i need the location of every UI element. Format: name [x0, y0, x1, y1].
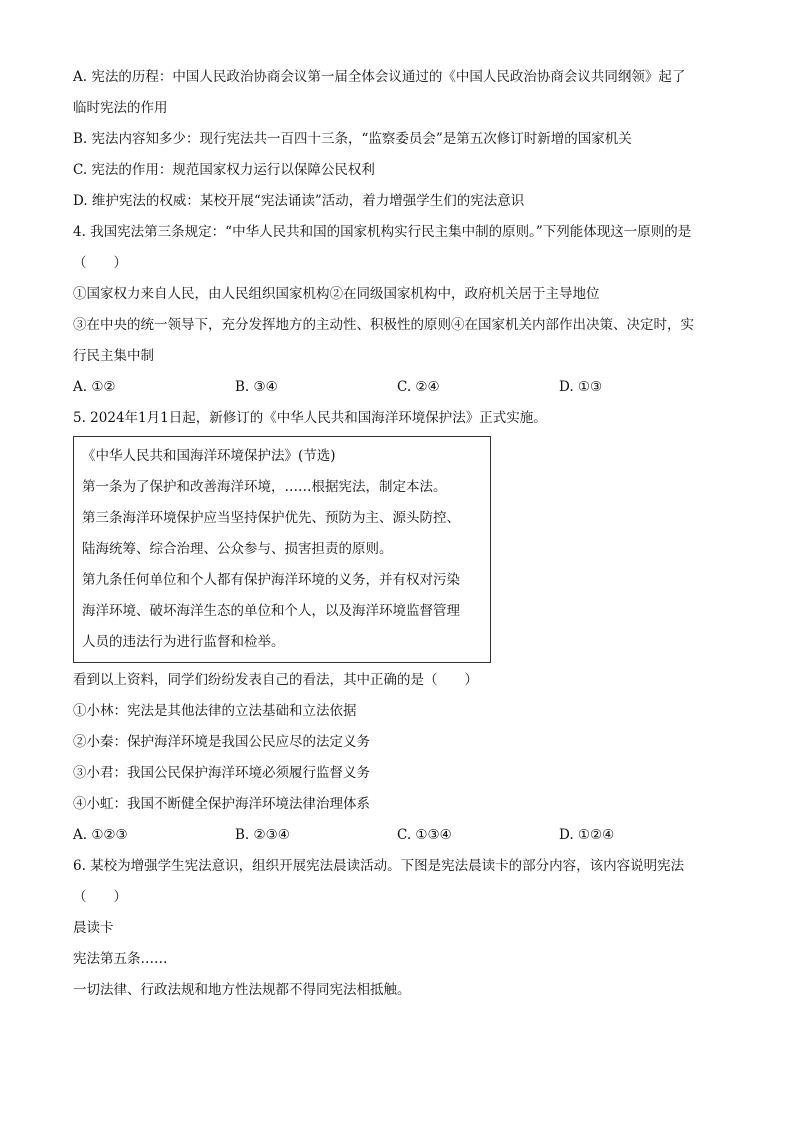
q4-option-d: D. ①③	[559, 379, 603, 395]
q5-question: 看到以上资料，同学们纷纷发表自己的看法，其中正确的是（ ）	[73, 672, 478, 688]
q6-stem-line2: （ ）	[73, 889, 127, 905]
q4-stem-line2: （ ）	[73, 255, 127, 271]
q3-option-a-line1: A. 宪法的历程：中国人民政治协商会议第一届全体会议通过的《中国人民政治协商会议共同纲领》起了	[73, 69, 686, 85]
q4-item-line2: ③在中央的统一领导下，充分发挥地方的主动性、积极性的原则④在国家机关内部作出决策、决定时，实	[73, 317, 694, 333]
reading-card-line2: 一切法律、行政法规和地方性法规都不得同宪法相抵触。	[73, 982, 411, 998]
q4-stem-line1: 4. 我国宪法第三条规定：“中华人民共和国的国家机构实行民主集中制的原则。”下列能体现这一原则的是	[73, 224, 692, 240]
q4-option-a: A. ①②	[73, 379, 116, 395]
q4-option-c: C. ②④	[397, 379, 440, 395]
law-excerpt-title: 《中华人民共和国海洋环境保护法》(节选)	[82, 448, 336, 464]
law-excerpt-line: 第九条任何单位和个人都有保护海洋环境的义务，并有权对污染	[82, 572, 460, 588]
exam-page	[73, 62, 723, 1006]
q5-option-b: B. ②③④	[235, 827, 290, 843]
q5-options	[73, 820, 723, 851]
q3-option-a-line2: 临时宪法的作用	[73, 100, 168, 116]
law-excerpt-line: 海洋环境、破坏海洋生态的单位和个人，以及海洋环境监督管理	[82, 603, 460, 619]
q5-item-3: ③小君：我国公民保护海洋环境必须履行监督义务	[73, 765, 370, 781]
q4-item-line3: 行民主集中制	[73, 348, 154, 364]
law-excerpt-box	[73, 436, 491, 663]
reading-card-title: 晨读卡	[73, 920, 114, 936]
q4-options	[73, 372, 723, 403]
q3-option-c: C. 宪法的作用：规范国家权力运行以保障公民权利	[73, 162, 375, 178]
law-excerpt-line: 人员的违法行为进行监督和检举。	[82, 634, 285, 650]
q6-stem-line1: 6. 某校为增强学生宪法意识，组织开展宪法晨读活动。下图是宪法晨读卡的部分内容，该内容说明宪法	[73, 858, 685, 874]
q4-option-b: B. ③④	[235, 379, 278, 395]
q4-item-line1: ①国家权力来自人民，由人民组织国家机构②在同级国家机构中，政府机关居于主导地位	[73, 286, 600, 302]
q3-option-d: D. 维护宪法的权威：某校开展“宪法诵读”活动，着力增强学生们的宪法意识	[73, 193, 525, 209]
q3-option-b: B. 宪法内容知多少：现行宪法共一百四十三条，“监察委员会”是第五次修订时新增的国家机关	[73, 131, 632, 147]
q5-item-4: ④小虹：我国不断健全保护海洋环境法律治理体系	[73, 796, 370, 812]
q5-item-1: ①小林：宪法是其他法律的立法基础和立法依据	[73, 703, 357, 719]
reading-card-line1: 宪法第五条……	[73, 951, 168, 967]
law-excerpt-line: 陆海统筹、综合治理、公众参与、损害担责的原则。	[82, 541, 393, 557]
q5-option-c: C. ①③④	[397, 827, 452, 843]
q5-option-a: A. ①②③	[73, 827, 128, 843]
q5-stem: 5. 2024年1月1日起，新修订的《中华人民共和国海洋环境保护法》正式实施。	[73, 410, 547, 426]
law-excerpt-line: 第三条海洋环境保护应当坚持保护优先、预防为主、源头防控、	[82, 510, 460, 526]
q5-item-2: ②小秦：保护海洋环境是我国公民应尽的法定义务	[73, 734, 370, 750]
law-excerpt-line: 第一条为了保护和改善海洋环境，……根据宪法，制定本法。	[82, 479, 447, 495]
q5-option-d: D. ①②④	[559, 827, 615, 843]
